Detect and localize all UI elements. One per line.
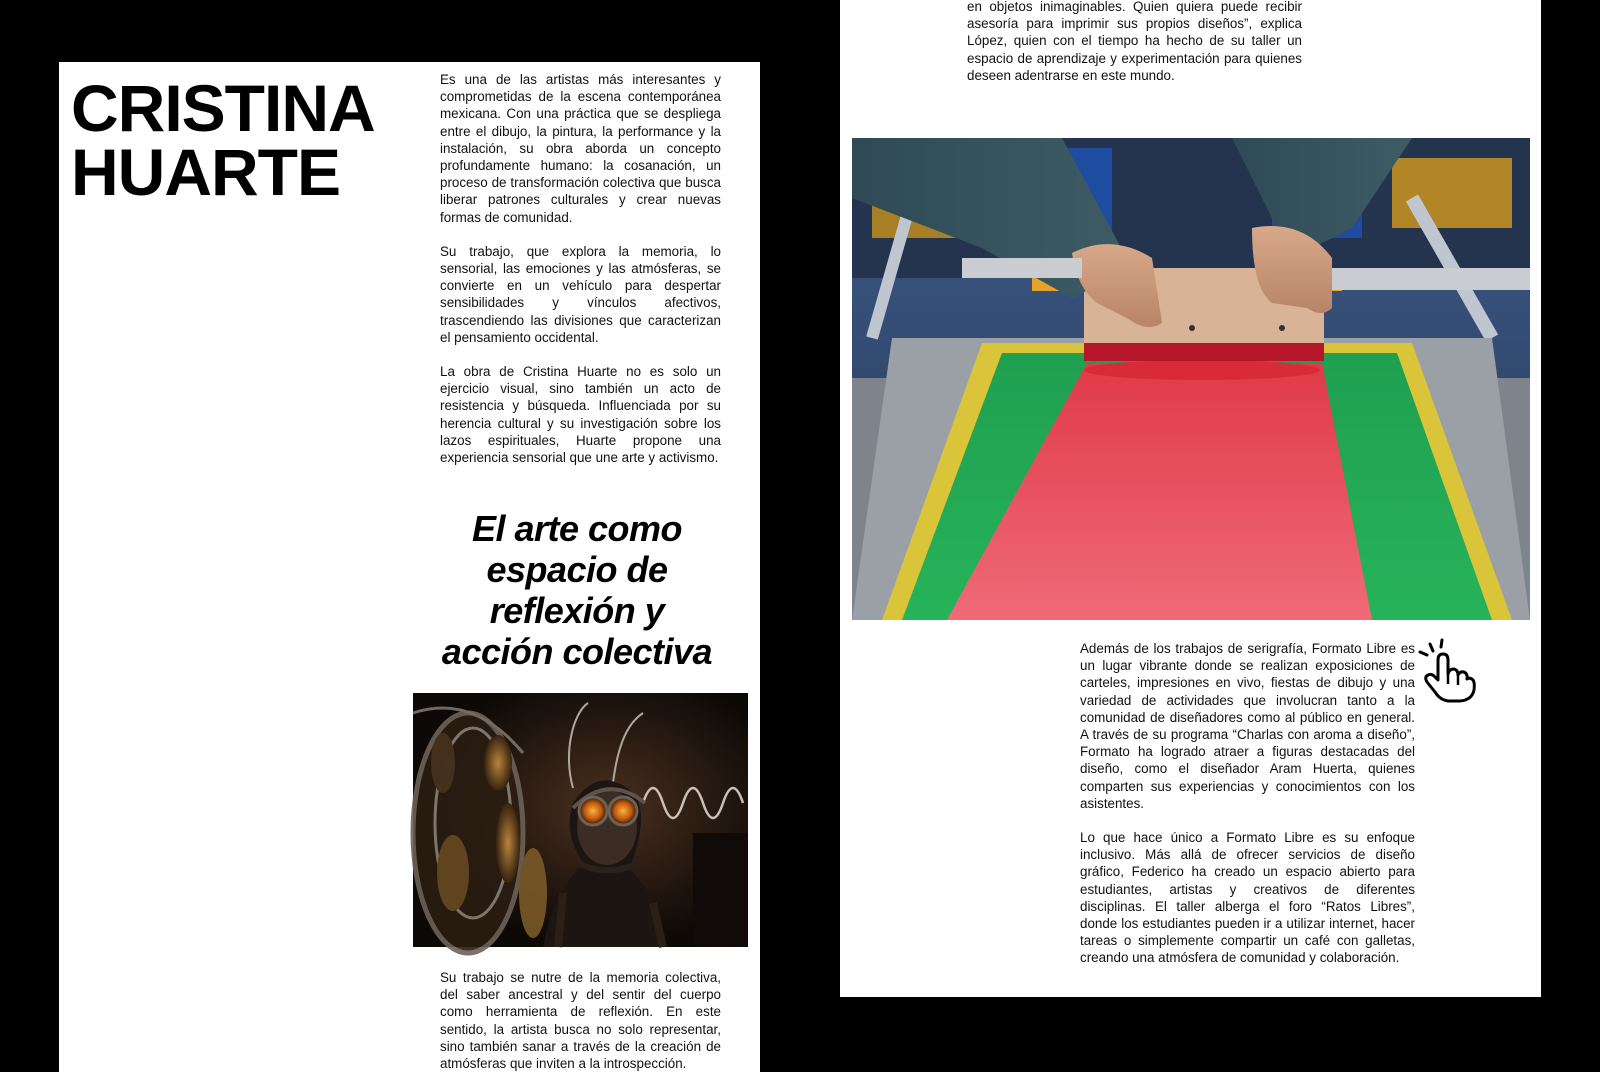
- right-magazine-page: [840, 0, 1541, 997]
- intro-paragraph-2: Su trabajo, que explora la memoria, lo sensorial, las emociones y las atmósferas, se convierte en un vehículo para despertar sensibilidades y vínculos afectivos, trascendiendo las divisiones que caracterizan el pensamiento occidental.: [440, 243, 721, 345]
- artist-name-line-1: CRISTINA: [71, 71, 375, 145]
- section-title: [407, 508, 747, 672]
- top-text-column: [967, 0, 1302, 84]
- section-title-line-1: El arte como: [471, 508, 683, 549]
- bottom-text-column: [1080, 640, 1415, 967]
- left-magazine-page: [59, 62, 760, 1072]
- intro-paragraph-3: La obra de Cristina Huarte no es solo un ejercicio visual, sino también un acto de resistencia y búsqueda. Influenciada por su herencia cultural y su investigación sobre los lazos espirituales, Huarte propone una experiencia sensorial que une arte y activismo.: [440, 364, 721, 466]
- screen-printing-photo: [852, 138, 1530, 620]
- artist-photo: [413, 693, 748, 947]
- screen-printing-illustration: [852, 138, 1530, 620]
- bottom-paragraph-2: Lo que hace único a Formato Libre es su enfoque inclusivo. Más allá de ofrecer servicios de diseño gráfico, Federico ha creado un espacio abierto para estudiantes, artistas y creativos de diferentes disciplinas. El taller alberga el foro “Ratos Libres”, donde los estudiantes pueden ir a utilizar internet, hacer tareas o simplemente compartir un café con galletas, creando una atmósfera de comunidad y colaboración.: [1080, 830, 1415, 966]
- bottom-text-column: [440, 969, 721, 1072]
- section-title-line-4: acción colectiva: [441, 631, 713, 672]
- top-paragraph: en objetos inimaginables. Quien quiera puede recibir asesoría para imprimir sus propios diseños”, explica López, quien con el tiempo ha hecho de su taller un espacio de aprendizaje y experimentación para quienes deseen adentrarse en este mundo.: [967, 0, 1302, 83]
- artist-photo-illustration: [413, 693, 748, 947]
- bottom-paragraph-1: Además de los trabajos de serigrafía, Formato Libre es un lugar vibrante donde se realizan exposiciones de carteles, impresiones en vivo, fiestas de dibujo y una variedad de actividades que involucran tanto a la comunidad de diseñadores como al público en general. A través de su programa “Charlas con aroma a diseño”, Formato ha logrado atraer a figuras destacadas del diseño, como el diseñador Aram Huerta, quienes comparten sus experiencias y conocimientos con los asistentes.: [1080, 641, 1415, 811]
- artist-name-heading: [71, 71, 411, 209]
- pointer-hand-click-icon: [1416, 638, 1476, 702]
- section-title-line-3: reflexión y: [489, 590, 665, 631]
- section-title-line-2: espacio de: [486, 549, 668, 590]
- artist-name-line-2: HUARTE: [71, 135, 340, 209]
- intro-text-column: [440, 71, 721, 466]
- bottom-paragraph: Su trabajo se nutre de la memoria colectiva, del saber ancestral y del sentir del cuerpo como herramienta de reflexión. En este sentido, la artista busca no solo representar, sino también sanar a través de la creación de atmósferas que inviten a la introspección.: [440, 970, 721, 1072]
- intro-paragraph-1: Es una de las artistas más interesantes y comprometidas de la escena contemporánea mexicana. Con una práctica que se despliega entre el dibujo, la pintura, la performance y la instalación, su obra aborda un concepto profundamente humano: la cosanación, un proceso de transformación colectiva que busca liberar patrones culturales y crear nuevas formas de comunidad.: [440, 72, 721, 225]
